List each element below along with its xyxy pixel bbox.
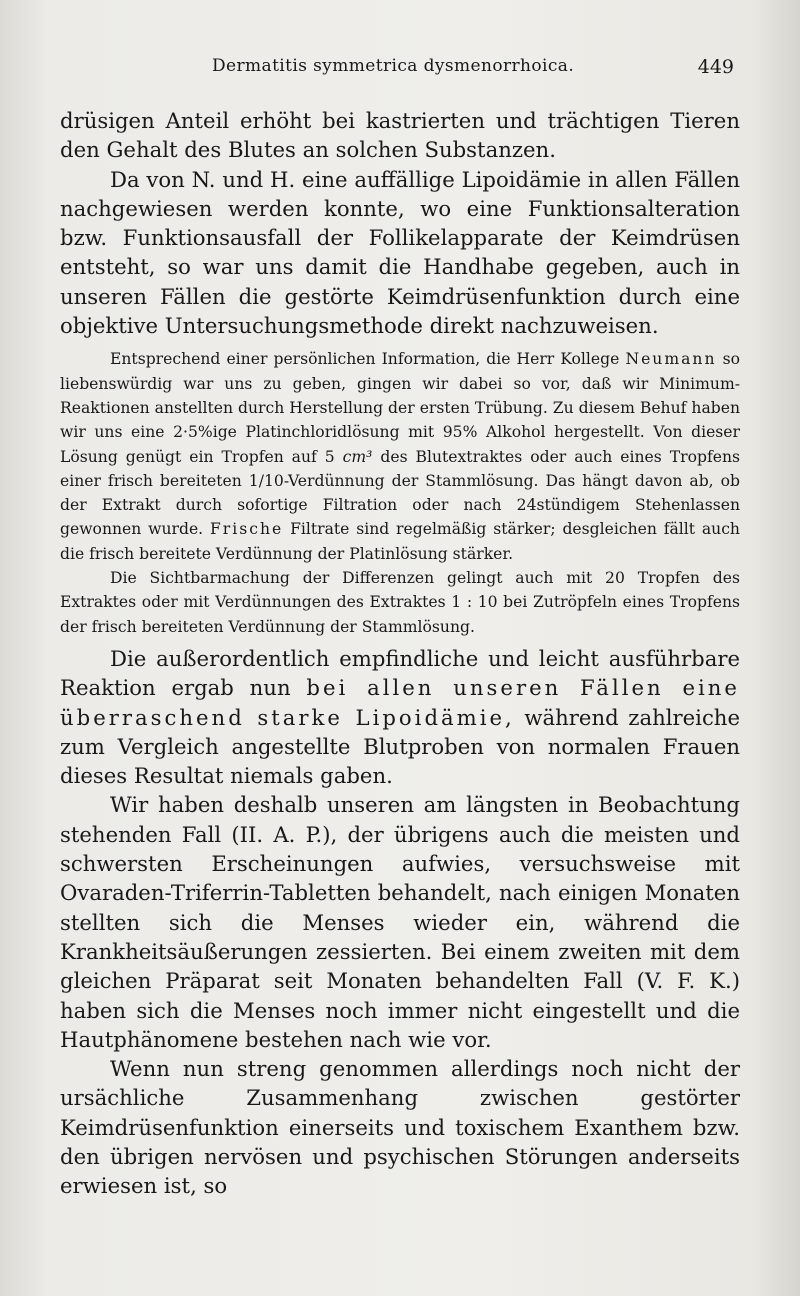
running-title: Dermatitis symmetrica dysmenorrhoica. [212,56,575,76]
note1-text-d: Filtrate sind regelmäßig stärker; desgleichen fällt auch die frisch bereitete Verdünnung der Platinlösung stärker. [60,520,740,563]
note1-text-a: Entsprechend einer persönlichen Information, die Herr Kollege [110,350,620,369]
page-body [60,106,740,1201]
page-number: 449 [697,56,734,78]
paragraph-4: Wir haben deshalb unseren am längsten in Beobachtung stehenden Fall (II. A. P.), der übrigens auch die meisten und schwersten Erscheinungen aufwies, versuchsweise mit Ovaraden-Triferrin-Tabletten behandelt, nach einigen Monaten stellten sich die Menses wieder ein, während die Krankheitsäußerungen zessierten. Bei einem zweiten mit dem gleichen Präparat seit Monaten behandelten Fall (V. F. K.) haben sich die Menses noch immer nicht eingestellt und die Hautphänomene bestehen nach wie vor. [60,792,740,1052]
note-paragraph-1 [60,347,740,566]
p3-text-a: Die außerordentlich empfindliche und leicht ausführbare Reaktion ergab nun [60,645,740,701]
note1-unit: cm³ [342,447,373,466]
p3-emphasis: bei allen unseren Fällen eine überraschend starke Lipoidämie, [60,675,740,730]
page-header [60,56,740,80]
note-paragraph-2: Die Sichtbarmachung der Differenzen gelingt auch mit 20 Tropfen des Extraktes oder mit Verdünnungen des Extraktes 1 : 10 bei Zutröpfeln eines Tropfens der frisch bereiteten Verdünnung der Stammlösung. [60,569,740,636]
note1-emphasis-frische: Frische [209,520,284,539]
note1-text-c: des Blutextraktes oder auch eines Tropfens einer frisch bereiteten 1/10-Verdünnung der Stammlösung. Das hängt davon ab, ob der Extrakt durch sofortige Filtration oder nach 24stündigem Stehenlassen gewonnen wurde. [60,447,740,539]
note1-name-neumann: Neumann [625,350,717,369]
paragraph-3 [60,644,740,790]
paragraph-1: drüsigen Anteil erhöht bei kastrierten und trächtigen Tieren den Gehalt des Blutes an solchen Substanzen. [60,108,740,163]
note1-text-b: so liebenswürdig war uns zu geben, gingen wir dabei so vor, daß wir Minimum-Reaktionen anstellten durch Herstellung der ersten Trübung. Zu diesem Behuf haben wir uns eine 2·5%ige Platinchloridlösung mit 95% Alkohol hergestellt. Von dieser Lösung genügt ein Tropfen auf 5 [60,350,741,466]
paragraph-2: Da von N. und H. eine auffällige Lipoidämie in allen Fällen nachgewiesen werden konnte, wo eine Funktionsalteration bzw. Funktionsausfall der Follikelapparate der Keimdrüsen entsteht, so war uns damit die Handhabe gegeben, auch in unseren Fällen die gestörte Keimdrüsenfunktion durch eine objektive Untersuchungsmethode direkt nachzuweisen. [60,166,740,339]
paragraph-5: Wenn nun streng genommen allerdings noch nicht der ursächliche Zusammenhang zwischen gestörter Keimdrüsenfunktion einerseits und toxischem Exanthem bzw. den übrigen nervösen und psychischen Störungen anderseits erwiesen ist, so [60,1056,740,1199]
p3-text-b: während zahlreiche zum Vergleich angestellte Blutproben von normalen Frauen dieses Resultat niemals gaben. [60,704,740,789]
